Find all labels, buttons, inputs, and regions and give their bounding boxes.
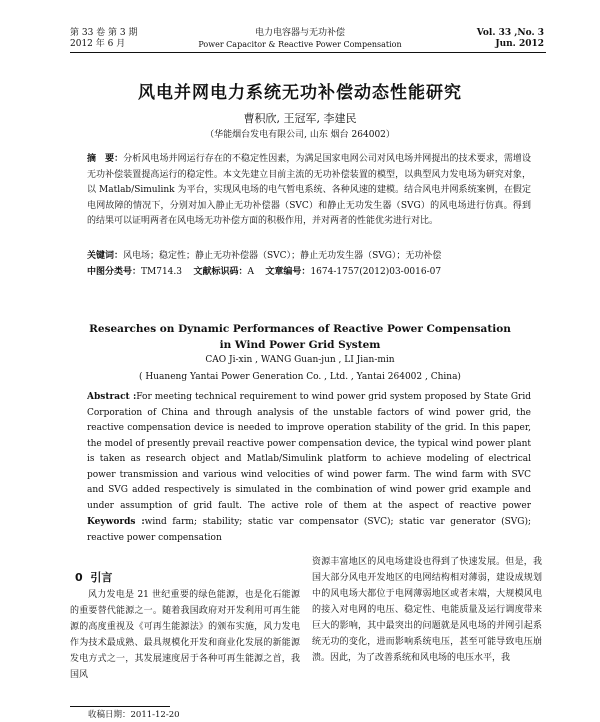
footnote: 收稿日期：2011-12-20 bbox=[88, 710, 180, 720]
keywords-cn-label: 关键词： bbox=[87, 251, 124, 261]
paper-title-en bbox=[0, 321, 600, 353]
body-right-column: 资源丰富地区的风电场建设也得到了快速发展。但是，我国大部分风电开发地区的电网结构相对薄弱，建设成规划中的风电场大都位于电网薄弱地区或者末端，大规模风电的接入对电网的电压、稳定性、电能质量及运行调度带来巨大的影响，其中最突出的问题就是风电场的并网引起系统无功的变化，进而影响系统电压，甚至可能导致电压崩溃。因此，为了改善系统和风电场的电压水平，我 bbox=[312, 557, 542, 663]
article-id-value: 1674-1757(2012)03-0016-07 bbox=[310, 267, 442, 277]
clc-label: 中图分类号： bbox=[87, 267, 142, 277]
header-journal-en: Power Capacitor & Reactive Power Compensation bbox=[198, 40, 402, 49]
body-left-column: 风力发电是 21 世纪重要的绿色能源，也是化石能源的重要替代能源之一。随着我国政府对开发利用可再生能源的高度重视及《可再生能源法》的颁布实施，风力发电作为技术最成熟、最具规模化开发和商业化发展的新能源发电方式之一，其发展速度居于各种可再生能源之首，我国风 bbox=[70, 590, 300, 680]
paper-title-en-line1: Researches on Dynamic Performances of Reactive Power Compensation bbox=[89, 323, 511, 335]
abstract-cn-text: 分析风电场并网运行存在的不稳定性因素，为满足国家电网公司对风电场并网提出的技术要求，需增设无功补偿装置提高运行的稳定性。本文先建立目前主流的无功补偿装置的模型，以典型风力发电场为研究对象，以 Matlab/Simulink 为平台，实现风电场的电气暂电系统、各种风速的建模。结合风电并网系统案例，在假定电网故障的情况下，分别对加入静止无功补偿器（SVC）和静止无功发生器（SVG）的风电场进行仿真。得到的结果可以证明两者在风电场无功补偿方面的积极作用，并对两者的性能优劣进行对比。 bbox=[87, 154, 531, 226]
section-heading bbox=[75, 569, 112, 585]
header-date-en: Jun. 2012 bbox=[495, 39, 544, 49]
paper-title-cn: 风电并网电力系统无功补偿动态性能研究 bbox=[138, 83, 462, 103]
keywords-en-label: Keywords : bbox=[87, 517, 145, 527]
keywords-cn-text: 风电场；稳定性；静止无功补偿器（SVC）；静止无功发生器（SVG）；无功补偿 bbox=[123, 251, 442, 261]
abstract-cn bbox=[87, 152, 531, 248]
clc-value: TM714.3 bbox=[141, 267, 182, 277]
header-journal-cn: 电力电容器与无功补偿 bbox=[254, 28, 345, 38]
authors-cn: 曹积欣, 王冠军, 李建民 bbox=[243, 112, 357, 125]
footnote-rule bbox=[70, 706, 170, 707]
section-number: 0 bbox=[75, 571, 83, 584]
keywords-en bbox=[87, 515, 531, 546]
classification-cn bbox=[87, 265, 531, 281]
affiliation-en: ( Huaneng Yantai Power Generation Co. , Ltd. , Yantai 264002 , China) bbox=[139, 372, 461, 382]
keywords-cn bbox=[87, 249, 531, 265]
abstract-en-label: Abstract : bbox=[87, 392, 137, 402]
header-volume-en: Vol. 33 ,No. 3 bbox=[476, 28, 544, 38]
header-volume-en-block bbox=[477, 28, 544, 50]
header-rule bbox=[70, 52, 546, 53]
abstract-en-text: For meeting technical requirement to wind power grid system proposed by State Grid Corporation of China and through analysis of the unstable factors of wind power grid, the reactive compensation device is needed to improve operation stability of the grid. In this paper, the model of presently prevail reactive power compensation device, the typical wind power plant is taken as research object and Matlab/Simulink platform to achieve modeling of electrical power transmission and various wind velocities of wind power farm. The wind farm with SVC and SVG added respectively is simulated in the combination of wind power grid example and under assumption of grid fault. The active role of them at the aspect of reactive power bbox=[87, 392, 531, 511]
authors-en: CAO Ji-xin , WANG Guan-jun , LI Jian-min bbox=[205, 355, 395, 365]
article-id-label: 文章编号： bbox=[265, 267, 311, 277]
abstract-en bbox=[87, 390, 531, 514]
paper-title-en-line2: in Wind Power Grid System bbox=[219, 339, 381, 351]
section-title: 引言 bbox=[90, 571, 113, 584]
header-date-cn: 2012 年 6 月 bbox=[70, 39, 126, 49]
header-volume-cn: 第 33 卷 第 3 期 bbox=[70, 28, 138, 38]
abstract-cn-label: 摘 要： bbox=[87, 154, 124, 164]
doc-code-value: A bbox=[247, 267, 254, 277]
keywords-en-text: wind farm; stability; static var compensator (SVC); static var generator (SVG); reactive power compensation bbox=[87, 517, 531, 543]
doc-code-label: 文献标识码： bbox=[193, 267, 248, 277]
affiliation-cn: （华能烟台发电有限公司, 山东 烟台 264002） bbox=[205, 130, 395, 140]
